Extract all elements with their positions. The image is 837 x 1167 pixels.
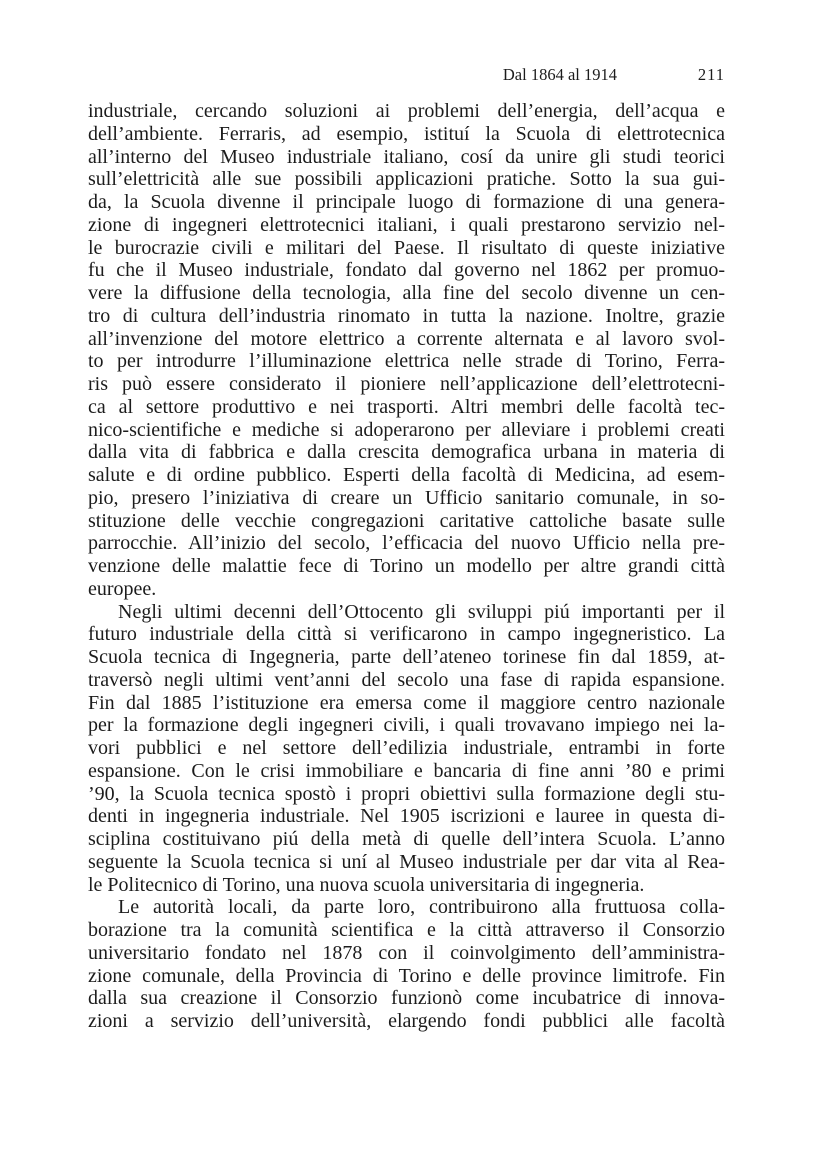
text-line: Fin dal 1885 l’istituzione era emersa come il maggiore centro nazionale xyxy=(88,691,725,714)
text-line: zione comunale, della Provincia di Torino e delle province limitrofe. Fin xyxy=(88,964,725,987)
text-line: sull’elettricità alle sue possibili applicazioni pratiche. Sotto la sua gui- xyxy=(88,168,725,191)
text-line: le burocrazie civili e militari del Paese. Il risultato di queste iniziative xyxy=(88,236,725,259)
text-line: ris può essere considerato il pioniere nell’applicazione dell’elettrotecni- xyxy=(88,373,725,395)
text-line: stituzione delle vecchie congregazioni caritative cattoliche basate sulle xyxy=(88,509,725,532)
running-title: Dal 1864 al 1914 xyxy=(502,65,617,84)
text-line: denti in ingegneria industriale. Nel 1905 iscrizioni e lauree in questa di- xyxy=(88,805,725,828)
text-line: dell’ambiente. Ferraris, ad esempio, istituí la Scuola di elettrotecnica xyxy=(88,122,725,145)
text-line: le Politecnico di Torino, una nuova scuola universitaria di ingegneria. xyxy=(88,873,645,896)
text-line: Negli ultimi decenni dell’Ottocento gli sviluppi piú importanti per il xyxy=(118,600,725,623)
body-text xyxy=(88,100,725,1033)
text-line: all’invenzione del motore elettrico a corrente alternata e al lavoro svol- xyxy=(88,327,725,350)
text-line: dalla vita di fabbrica e dalla crescita demografica urbana in materia di xyxy=(88,441,725,464)
page-number: 211 xyxy=(697,65,725,84)
text-line: espansione. Con le crisi immobiliare e bancaria di fine anni ’80 e primi xyxy=(88,759,725,782)
paragraph-1 xyxy=(88,100,725,601)
text-line: parrocchie. All’inizio del secolo, l’efficacia del nuovo Ufficio nella pre- xyxy=(88,532,725,555)
text-line: salute e di ordine pubblico. Esperti della facoltà di Medicina, ad esem- xyxy=(88,464,725,486)
text-line: venzione delle malattie fece di Torino un modello per altre grandi città xyxy=(88,555,725,577)
text-line: pio, presero l’iniziativa di creare un Ufficio sanitario comunale, in so- xyxy=(88,486,725,509)
text-line: futuro industriale della città si verificarono in campo ingegneristico. La xyxy=(88,623,725,646)
text-line: universitario fondato nel 1878 con il coinvolgimento dell’amministra- xyxy=(88,941,725,964)
text-line: ’90, la Scuola tecnica spostò i propri obiettivi sulla formazione degli stu- xyxy=(88,782,725,805)
text-line: zione di ingegneri elettrotecnici italiani, i quali prestarono servizio nel- xyxy=(88,213,725,236)
text-line: to per introdurre l’illuminazione elettrica nelle strade di Torino, Ferra- xyxy=(88,350,725,373)
text-line: Scuola tecnica di Ingegneria, parte dell’ateneo torinese fin dal 1859, at- xyxy=(88,646,725,668)
text-line: vori pubblici e nel settore dell’edilizia industriale, entrambi in forte xyxy=(88,737,725,759)
text-line: traversò negli ultimi vent’anni del secolo una fase di rapida espansione. xyxy=(88,668,725,691)
paragraph-3 xyxy=(88,896,725,1033)
text-line: seguente la Scuola tecnica si uní al Museo industriale per dar vita al Rea- xyxy=(88,850,725,873)
text-line: borazione tra la comunità scientifica e la città attraverso il Consorzio xyxy=(88,919,725,941)
paragraph-2 xyxy=(88,601,725,897)
text-line: da, la Scuola divenne il principale luogo di formazione di una genera- xyxy=(88,191,725,213)
text-line: vere la diffusione della tecnologia, alla fine del secolo divenne un cen- xyxy=(88,282,725,304)
text-line: industriale, cercando soluzioni ai problemi dell’energia, dell’acqua e xyxy=(88,100,725,122)
text-line: zioni a servizio dell’università, elargendo fondi pubblici alle facoltà xyxy=(88,1010,725,1032)
text-line: tro di cultura dell’industria rinomato in tutta la nazione. Inoltre, grazie xyxy=(88,304,725,327)
text-line: Le autorità locali, da parte loro, contribuirono alla fruttuosa colla- xyxy=(118,896,725,919)
text-line: europee. xyxy=(88,577,157,600)
text-line: sciplina costituivano piú della metà di quelle dell’intera Scuola. L’anno xyxy=(88,828,725,850)
text-line: ca al settore produttivo e nei trasporti. Altri membri delle facoltà tec- xyxy=(88,395,725,418)
text-line: nico-scientifiche e mediche si adoperarono per alleviare i problemi creati xyxy=(88,418,725,441)
running-head xyxy=(88,64,725,86)
text-line: all’interno del Museo industriale italiano, cosí da unire gli studi teorici xyxy=(88,145,725,168)
text-line: fu che il Museo industriale, fondato dal governo nel 1862 per promuo- xyxy=(88,259,725,282)
text-line: dalla sua creazione il Consorzio funzionò come incubatrice di innova- xyxy=(88,987,725,1010)
text-line: per la formazione degli ingegneri civili, i quali trovavano impiego nei la- xyxy=(88,714,725,737)
